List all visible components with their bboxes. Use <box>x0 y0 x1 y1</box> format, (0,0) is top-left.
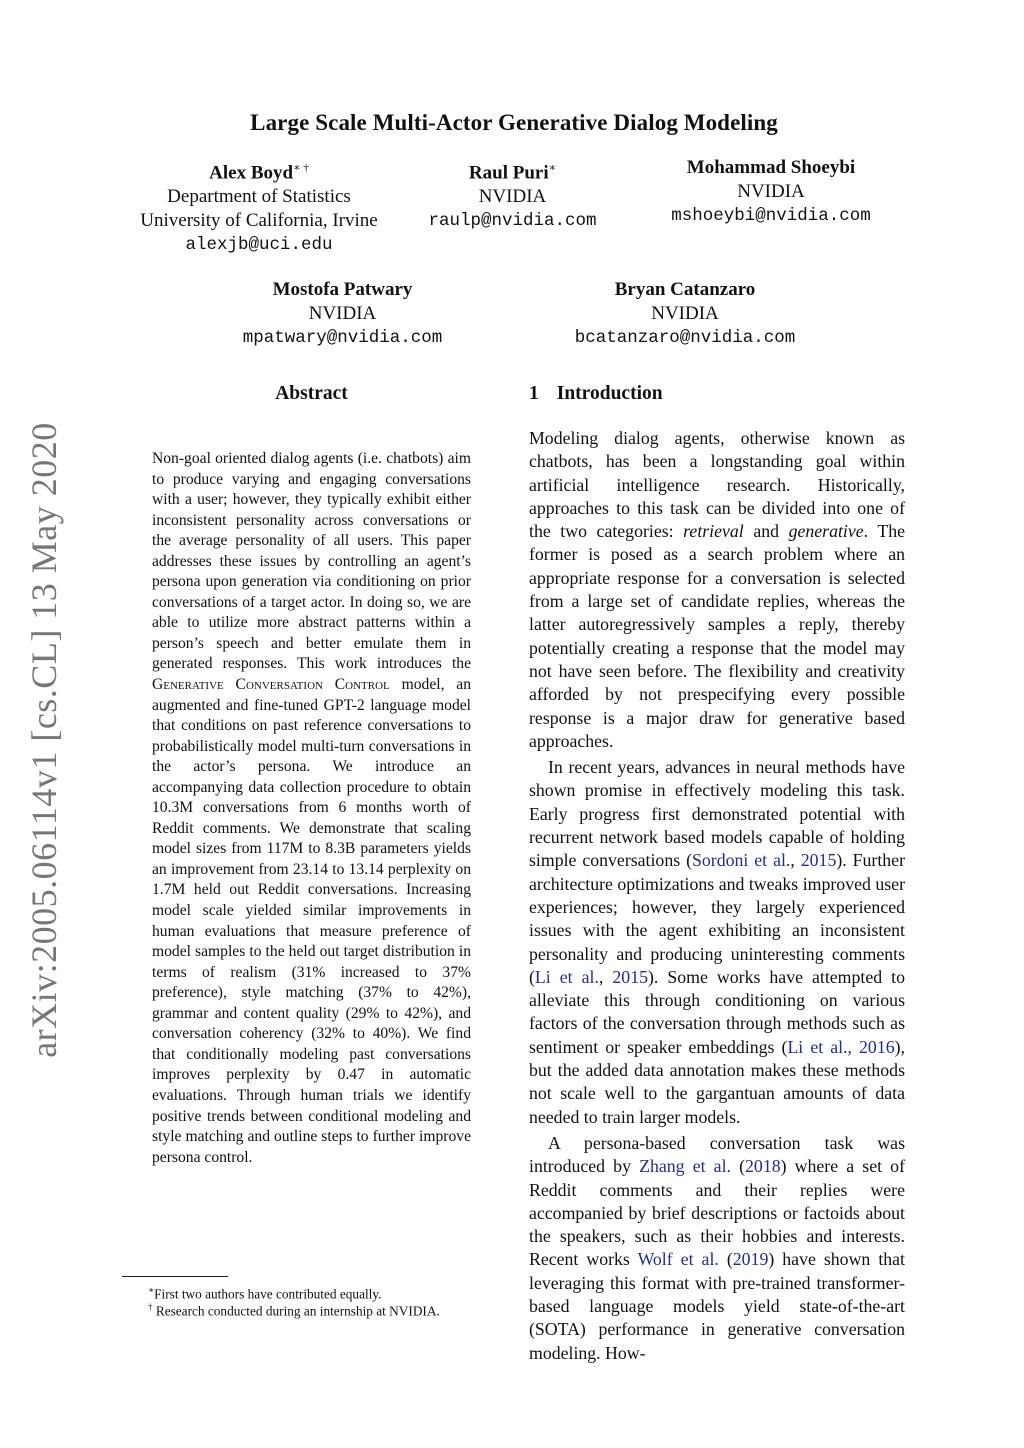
citation-link[interactable]: Wolf et al. <box>637 1249 719 1270</box>
author-block-catanzaro <box>540 278 830 350</box>
abstract-body <box>152 449 471 1168</box>
footnote-mark: ∗ <box>148 1285 155 1295</box>
arxiv-identifier-text: arXiv:2005.06114v1 [cs.CL] 13 May 2020 <box>24 422 64 1058</box>
citation-link[interactable]: 2015 <box>612 966 648 987</box>
author-name: Mostofa Patwary <box>272 279 413 300</box>
author-name: Raul Puri <box>468 162 549 184</box>
author-email[interactable]: bcatanzaro@nvidia.com <box>574 328 796 348</box>
introduction-body <box>529 427 905 1365</box>
footnote-rule <box>122 1276 228 1277</box>
abstract-text-part: model, an augmented and fine-tuned GPT-2 language model that conditions on past reference conversations to probabilistically model multi-turn conversations in the actor’s persona. We introduce an accompanying data collection procedure to obtain 10.3M conversations from 6 months worth of Reddit comments. We demonstrate that scaling model sizes from 117M to 8.3B parameters yields an improvement from 23.14 to 13.14 perplexity on 1.7M held out Reddit conversations. Increasing model scale yielded similar improvements in human evaluations that measure preference of model samples to the held out target distribution in terms of realism (31% increased to 37% preference), style matching (37% to 42%), grammar and content quality (29% to 42%), and conversation coherency (32% to 40%). We find that conditionally modeling past conversations improves perplexity by 0.47 in automatic evaluations. Through human trials we identify positive trends between conditional modeling and style matching and outline steps to further improve persona control. <box>152 676 471 1166</box>
intro-paragraph-1: Modeling dialog agents, otherwise known as chatbots, has been a longstanding goal within artificial intelligence research. Historically, approaches to this task can be divided into one of the two categories: retrieval and generative. The former is posed as a search problem where an appropriate response for a conversation is selected from a large set of candidate replies, whereas the latter autoregressively samples a reply, thereby potentially creating a response that the model may not have seen before. The flexibility and creativity afforded by not prespecifying every possible response is a major draw for generative based approaches. <box>529 428 905 751</box>
citation-link[interactable]: 2015 <box>800 850 837 871</box>
citation-link[interactable]: Zhang et al. <box>639 1156 731 1177</box>
section-number: 1 <box>529 383 539 404</box>
author-email[interactable]: mpatwary@nvidia.com <box>242 328 443 348</box>
author-name: Mohammad Shoeybi <box>686 157 856 178</box>
author-block-boyd <box>118 156 400 257</box>
intro-paragraph-2: In recent years, advances in neural methods have shown promise in effectively modeling this task. Early progress first demonstrated potential with recurrent network based models capable of holding simple conversations (Sordoni et al., 2015). Further architecture optimizations and tweaks improved user experiences; however, they largely experienced issues with the agent exhibiting an inconsistent personality and producing uninteresting comments (Li et al., 2015). Some works have attempted to alleviate this through conditioning on various factors of the conversation through methods such as sentiment or speaker embeddings (Li et al., 2016), but the added data annotation makes these methods not scale well to the gargantuan amounts of data needed to train larger models. <box>529 757 905 1127</box>
author-block-shoeybi <box>630 156 912 228</box>
author-marks: ∗ <box>548 162 557 174</box>
author-email[interactable]: mshoeybi@nvidia.com <box>671 206 871 226</box>
author-affiliation: University of California, Irvine <box>140 210 378 232</box>
author-email[interactable]: raulp@nvidia.com <box>428 211 597 232</box>
model-name: Generative Conversation Control <box>152 676 390 694</box>
author-affiliation: NVIDIA <box>651 303 719 324</box>
author-name: Alex Boyd <box>209 162 294 184</box>
term-generative: generative <box>788 521 864 542</box>
author-name: Bryan Catanzaro <box>614 279 756 300</box>
footnote-mark: † <box>148 1302 153 1312</box>
author-block-puri <box>405 156 620 233</box>
footnote-text: First two authors have contributed equally. <box>154 1286 382 1302</box>
abstract-text-part: Non-goal oriented dialog agents (i.e. chatbots) aim to produce varying and engaging conversations with a user; however, they typically exhibit either inconsistent personality across conversations or the average personality of all users. This paper addresses these issues by controlling an agent’s persona upon generation via conditioning on prior conversations of a target actor. In doing so, we are able to utilize more abstract patterns within a person’s speech and better emulate them in generated responses. This work introduces the <box>152 450 471 673</box>
section-heading-introduction <box>529 383 663 405</box>
author-block-patwary <box>200 278 485 350</box>
citation-link[interactable]: Sordoni et al. <box>692 850 791 871</box>
citation-link[interactable]: Li et al. <box>534 966 599 987</box>
citation-link[interactable]: 2018 <box>745 1156 781 1177</box>
paper-title: Large Scale Multi-Actor Generative Dialog Modeling <box>250 110 778 135</box>
author-marks: ∗ † <box>293 162 309 174</box>
footnote-text: Research conducted during an internship at NVIDIA. <box>155 1303 440 1319</box>
section-title: Introduction <box>556 383 663 404</box>
footnote-2 <box>148 1298 508 1320</box>
author-affiliation: Department of Statistics <box>167 186 351 208</box>
intro-paragraph-3: A persona-based conversation task was introduced by Zhang et al. (2018) where a set of Reddit comments and their replies were accompanied by brief descriptions or factoids about the speakers, such as their hobbies and interests. Recent works Wolf et al. (2019) have shown that leveraging this format with pre-trained transformer-based language models yield state-of-the-art (SOTA) performance in generative conversation modeling. How- <box>529 1132 905 1363</box>
abstract-heading: Abstract <box>275 383 348 404</box>
author-email[interactable]: alexjb@uci.edu <box>185 235 333 256</box>
citation-link[interactable]: 2019 <box>732 1249 769 1270</box>
author-affiliation: NVIDIA <box>308 303 377 324</box>
author-affiliation: NVIDIA <box>737 181 805 202</box>
author-affiliation: NVIDIA <box>478 186 547 208</box>
term-retrieval: retrieval <box>683 521 744 542</box>
citation-link[interactable]: Li et al., 2016 <box>787 1036 895 1057</box>
